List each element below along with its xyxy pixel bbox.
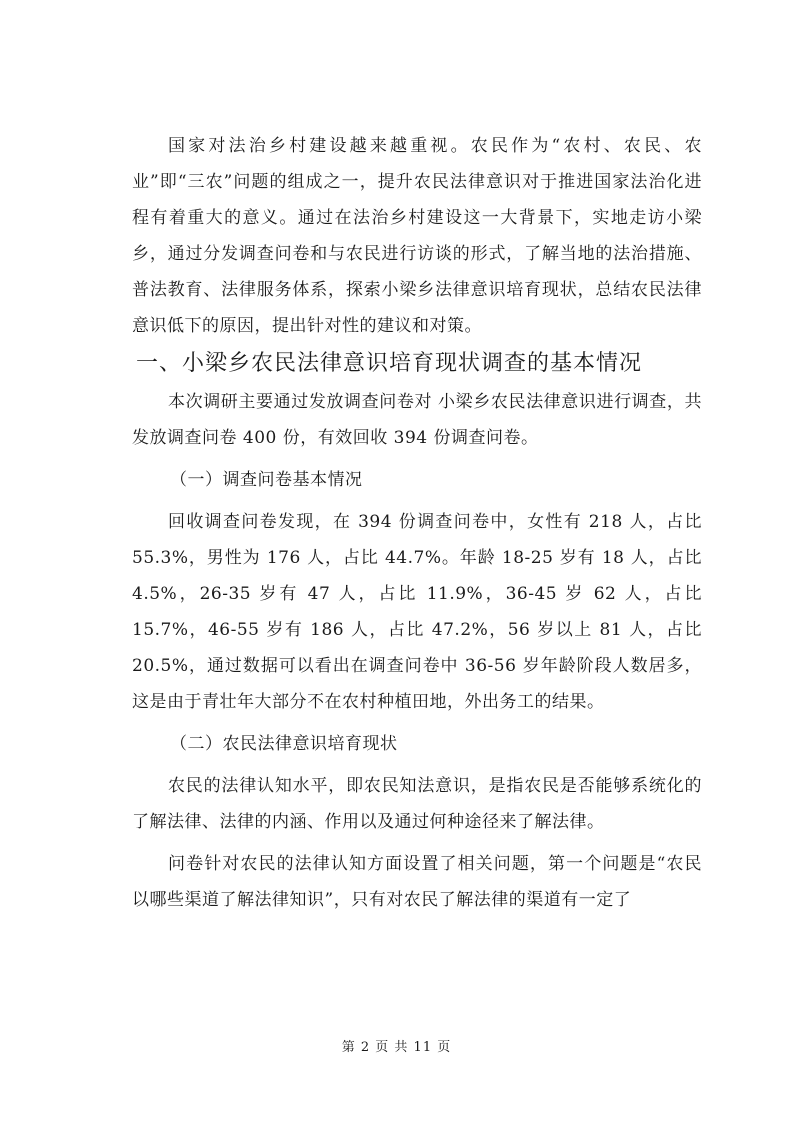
section-heading-1: 一、小梁乡农民法律意识培育现状调查的基本情况 [136, 351, 643, 376]
section-1-paragraph: 本次调研主要通过发放调查问卷对 小梁乡农民法律意识进行调查，共发放调查问卷 400 份，有效回收 394 份调查问卷。 [132, 392, 702, 448]
subsection-2-paragraph-2: 问卷针对农民的法律认知方面设置了相关问题，第一个问题是“农民以哪些渠道了解法律知识”，只有对农民了解法律的渠道有一定了 [132, 854, 702, 910]
intro-paragraph: 国家对法治乡村建设越来越重视。农民作为“农村、农民、农业”即“三农”问题的组成之一，提升农民法律意识对于推进国家法治化进程有着重大的意义。通过在法治乡村建设这一大背景下，实地走访小梁乡，通过分发调查问卷和与农民进行访谈的形式，了解当地的法治措施、普法教育、法律服务体系，探索小梁乡法律意识培育现状，总结农民法律意识低下的原因，提出针对性的建议和对策。 [132, 136, 702, 336]
subsection-1-paragraph: 回收调查问卷发现，在 394 份调查问卷中，女性有 218 人，占比 55.3%，男性为 176 人，占比 44.7%。年龄 18-25 岁有 18 人，占比 4.5%，26-35 岁有 47 人，占比 11.9%，36-45 岁 62 人，占比 15.7%，46-55 岁有 186 人，占比 47.2%，56 岁以上 81 人，占比 20.5%，通过数据可以看出在调查问卷中 36-56 岁年龄阶段人数居多，这是由于青壮年大部分不在农村种植田地，外出务工的结果。 [132, 512, 702, 712]
subsection-heading-1: （一）调查问卷基本情况 [170, 470, 363, 490]
subsection-heading-2: （二）农民法律意识培育现状 [170, 734, 398, 754]
page-number-footer: 第 2 页 共 11 页 [341, 1040, 452, 1055]
page-body [132, 128, 702, 918]
subsection-2-paragraph-1: 农民的法律认知水平，即农民知法意识，是指农民是否能够系统化的了解法律、法律的内涵、作用以及通过何种途径来了解法律。 [132, 776, 702, 832]
